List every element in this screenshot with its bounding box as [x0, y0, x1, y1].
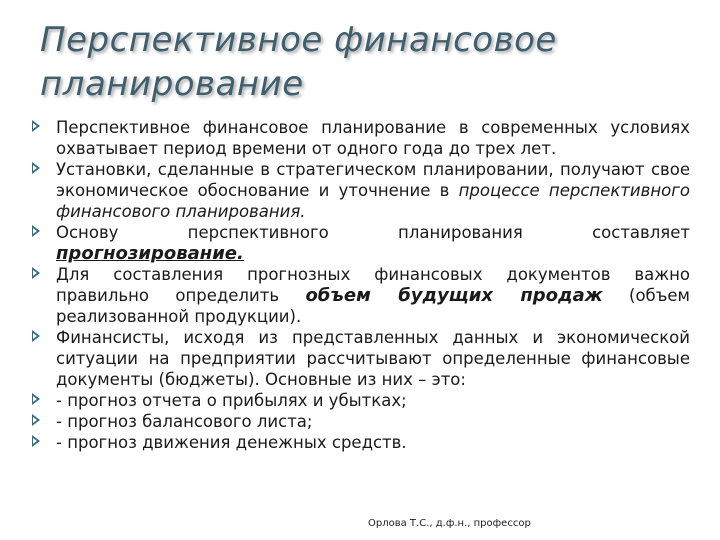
list-item-text: - прогноз отчета о прибылях и убытках;	[56, 391, 407, 410]
arrow-bullet-icon	[32, 267, 40, 279]
list-item	[30, 390, 690, 411]
list-item	[30, 264, 690, 327]
arrow-bullet-icon	[32, 393, 40, 405]
slide-title-line-1: Перспективное финансовое	[40, 20, 557, 60]
arrow-bullet-icon	[32, 435, 40, 447]
bullet-list	[30, 117, 690, 453]
slide-footer: Орлова Т.С., д.ф.н., профессор	[368, 518, 531, 529]
list-item-text: Финансисты, исходя из представленных данных и экономической ситуации на предприятии рассчитывают определенные финансовые документы (бюджеты). Основные из них – это:	[56, 328, 690, 389]
list-item-emphasis: процессе перспективного финансового планирования.	[56, 181, 691, 221]
arrow-bullet-icon	[32, 225, 40, 237]
list-item-text: Установки, сделанные в стратегическом планировании, получают свое экономическое обоснование и уточнение в	[56, 160, 690, 200]
list-item-text: - прогноз движения денежных средств.	[56, 433, 407, 452]
list-item	[30, 159, 690, 222]
list-item-emphasis: прогнозирование.	[56, 243, 244, 264]
list-item	[30, 117, 690, 159]
list-item	[30, 432, 690, 453]
list-item-text: Для составления прогнозных финансовых документов важно правильно определить	[56, 265, 690, 305]
slide-title	[40, 18, 680, 106]
list-item-text: Перспективное финансовое планирование в современных условиях охватывает период времени от одного года до трех лет.	[56, 118, 690, 158]
list-item-text: - прогноз балансового листа;	[56, 412, 313, 431]
arrow-bullet-icon	[32, 414, 40, 426]
list-item-emphasis: объем будущих продаж	[305, 285, 603, 306]
arrow-bullet-icon	[32, 162, 40, 174]
arrow-bullet-icon	[32, 330, 40, 342]
list-item-tail: (объем реализованной продукции).	[56, 286, 690, 326]
list-item	[30, 411, 690, 432]
list-item-text: Основу перспективного планирования составляет	[56, 223, 690, 242]
list-item	[30, 222, 690, 264]
slide-title-line-2: планирование	[40, 64, 304, 104]
list-item	[30, 327, 690, 390]
arrow-bullet-icon	[32, 120, 40, 132]
